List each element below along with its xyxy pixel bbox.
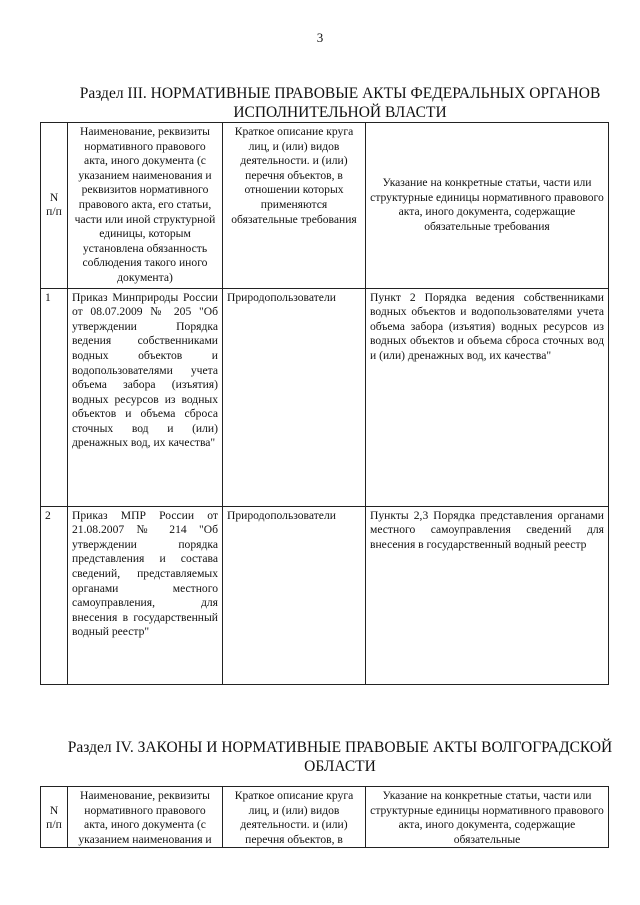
row-description: Природопользователи xyxy=(223,288,366,506)
table-header-row xyxy=(41,123,609,289)
table-header-row xyxy=(41,787,609,848)
header-description: Краткое описание круга лиц, и (или) видов деятельности. и (или) перечня объектов, в xyxy=(223,787,366,848)
page-number: 3 xyxy=(316,30,324,45)
row-reference: Пункты 2,3 Порядка представления органами местного самоуправления сведений для внесения в государственный водный реестр xyxy=(366,506,609,684)
row-number: 2 xyxy=(41,506,68,684)
header-reference: Указание на конкретные статьи, части или структурные единицы нормативного правового акта, иного документа, содержащие обязательные требования xyxy=(366,123,609,289)
table-row xyxy=(41,288,609,506)
header-act-name: Наименование, реквизиты нормативного правового акта, иного документа (с указанием наименования и реквизитов нормативного правового акта, его статьи, части или иной структурной единицы, которым установлена обязанность соблюдения такого иного документа) xyxy=(68,123,223,289)
table-row xyxy=(41,506,609,684)
row-reference: Пункт 2 Порядка ведения собственниками водных объектов и водопользователями учета объема забора (изъятия) водных ресурсов из водных объектов и объема сброса сточных вод и (или) дренажных вод, их качества" xyxy=(366,288,609,506)
header-description: Краткое описание круга лиц, и (или) видов деятельности. и (или) перечня объектов, в отношении которых применяются обязательные требования xyxy=(223,123,366,289)
row-number: 1 xyxy=(41,288,68,506)
row-act-name: Приказ МПР России от 21.08.2007 № 214 "Об утверждении порядка представления и состава сведений, представляемых органами местного самоуправления, для внесения в государственный водный реестр" xyxy=(68,506,223,684)
header-number: N п/п xyxy=(41,123,68,289)
row-description: Природопользователи xyxy=(223,506,366,684)
section-3-table xyxy=(40,122,609,685)
header-act-name: Наименование, реквизиты нормативного правового акта, иного документа (с указанием наименования и xyxy=(68,787,223,848)
section-4-title: Раздел IV. ЗАКОНЫ И НОРМАТИВНЫЕ ПРАВОВЫЕ АКТЫ ВОЛГОГРАДСКОЙ ОБЛАСТИ xyxy=(67,739,613,775)
header-reference: Указание на конкретные статьи, части или структурные единицы нормативного правового акта, иного документа, содержащие обязательные xyxy=(366,787,609,848)
row-act-name: Приказ Минприроды России от 08.07.2009 № 205 "Об утверждении Порядка ведения собственниками водных объектов и водопользователями учета объема забора (изъятия) водных ресурсов из водных объектов и объема сброса сточных вод и (или) дренажных вод, их качества" xyxy=(68,288,223,506)
section-4-table xyxy=(40,786,609,848)
section-3-title: Раздел III. НОРМАТИВНЫЕ ПРАВОВЫЕ АКТЫ ФЕДЕРАЛЬНЫХ ОРГАНОВ ИСПОЛНИТЕЛЬНОЙ ВЛАСТИ xyxy=(79,85,601,121)
header-number: N п/п xyxy=(41,787,68,848)
